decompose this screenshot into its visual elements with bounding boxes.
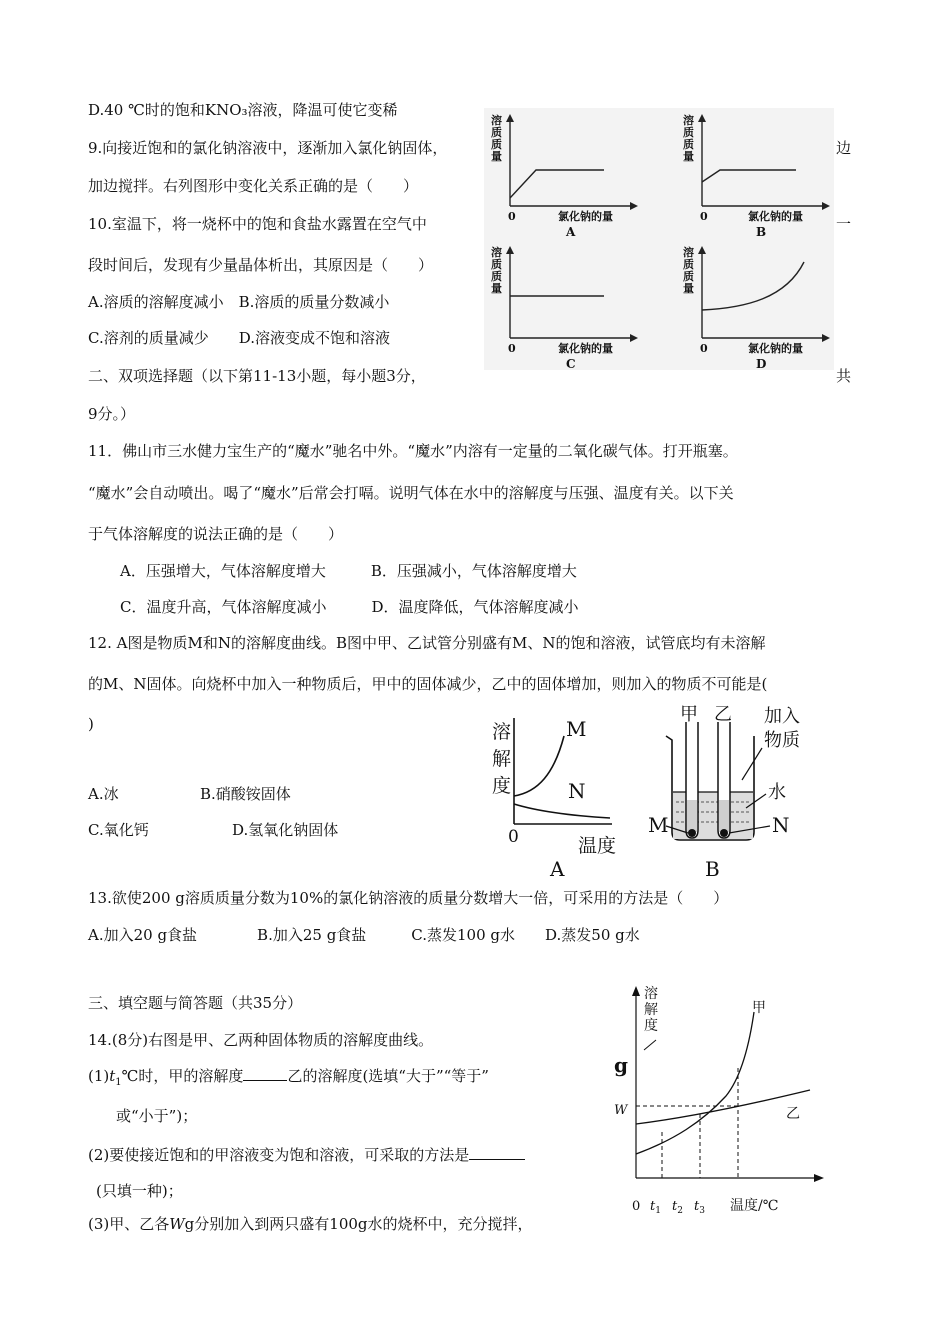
q9-xlabel-b: 氯化钠的量 <box>748 210 803 223</box>
question-12-line3: ) <box>88 715 94 733</box>
q9-ylabel-a: 溶质质量 <box>491 114 502 163</box>
question-12-line1: 12. A图是物质M和N的溶解度曲线。B图中甲、乙试管分别盛有M、N的饱和溶液，试管底均有未溶解 <box>88 634 766 652</box>
q9-origin-b: 0 <box>700 210 708 223</box>
q14-t2: $t_2$ <box>672 1199 683 1216</box>
question-9-line1-tail: 边 <box>836 139 852 157</box>
q12-label-a: A <box>550 857 565 880</box>
label-solid-m: M <box>648 813 669 837</box>
q9-label-a: A <box>566 225 576 239</box>
question-12-option-d: D.氢氧化钠固体 <box>232 821 339 839</box>
svg-text:溶质质量: 溶质质量 <box>683 246 694 295</box>
q9-label-c: C <box>566 357 576 370</box>
question-14-part3: (3)甲、乙各Wg分别加入到两只盛有100g水的烧杯中，充分搅拌， <box>88 1215 533 1233</box>
q9-label-d: D <box>756 357 767 370</box>
svg-text:溶质质量: 溶质质量 <box>491 246 502 295</box>
q14-unit: g <box>614 1053 628 1077</box>
curve-yi <box>636 1090 810 1124</box>
option-d-line: D.40 ℃时的饱和KNO₃溶液，降温可使它变稀 <box>88 101 398 119</box>
answer-blank-1[interactable] <box>243 1066 287 1081</box>
q14-origin: 0 <box>632 1199 641 1214</box>
q12-xlabel: 温度 <box>578 835 617 857</box>
question-14-part1-cont: 或“小于”)； <box>116 1107 198 1125</box>
q14-solubility-figure <box>604 980 830 1220</box>
question-12-option-a: A.冰 <box>88 785 119 803</box>
q14-w-label: W <box>614 1103 628 1118</box>
question-9-line2: 加边搅拌。右列图形中变化关系正确的是（ ） <box>88 177 419 195</box>
q14-t1: $t_1$ <box>650 1199 661 1216</box>
label-n: N <box>568 779 586 803</box>
q14-ylabel: 溶解度 <box>644 986 658 1034</box>
question-10-line2: 段时间后，发现有少量晶体析出，其原因是（ ） <box>88 256 434 274</box>
question-11-options-1: A．压强增大，气体溶解度增大 B．压强减小，气体溶解度增大 <box>120 562 577 580</box>
q9-origin-d: 0 <box>700 342 708 355</box>
q12-graph-a <box>492 717 616 880</box>
question-13-line1: 13.欲使200 g溶质质量分数为10%的氯化钠溶液的质量分数增大一倍，可采用的方法是（ ） <box>88 889 729 907</box>
answer-blank-2[interactable] <box>469 1145 525 1160</box>
q12-label-b: B <box>705 857 720 880</box>
question-10-line1-tail: 一 <box>836 215 852 233</box>
section-2-heading-cont: 9分。） <box>88 405 136 423</box>
question-11-options-2: C．温度升高，气体溶解度减小 D．温度降低，气体溶解度减小 <box>120 598 579 616</box>
question-11-line3: 于气体溶解度的说法正确的是（ ） <box>88 525 344 543</box>
q14-xlabel: 温度/℃ <box>730 1198 779 1214</box>
q14-series1-label: 甲 <box>752 1000 766 1016</box>
q9-xlabel-d: 氯化钠的量 <box>748 342 803 355</box>
question-10-line1: 10.室温下，将一烧杯中的饱和食盐水露置在空气中 <box>88 215 427 233</box>
label-yi: 乙 <box>714 704 732 725</box>
solid-n <box>720 829 728 837</box>
q9-origin-a: 0 <box>508 210 516 223</box>
section-2-heading: 二、双项选择题（以下第11-13小题，每小题3分， <box>88 367 426 385</box>
q9-graphs-figure <box>484 108 834 370</box>
q14-t3: $t_3$ <box>694 1199 705 1216</box>
label-water: 水 <box>768 782 786 803</box>
q12-ylabel: 溶解度 <box>492 721 512 797</box>
question-9-line1: 9.向接近饱和的氯化钠溶液中，逐渐加入氯化钠固体， <box>88 139 448 157</box>
q12-figure <box>480 700 840 880</box>
q14-series2-label: 乙 <box>786 1106 800 1122</box>
label-solid-n: N <box>772 813 790 837</box>
label-added: 加入物质 <box>764 706 800 751</box>
solid-m <box>688 829 696 837</box>
label-jia: 甲 <box>680 704 698 725</box>
question-12-option-c: C.氧化钙 <box>88 821 149 839</box>
question-10-options-2: C.溶剂的质量减少 D.溶液变成不饱和溶液 <box>88 329 390 347</box>
q9-xlabel-a: 氯化钠的量 <box>558 210 613 223</box>
question-14-part2-cont: (只填一种)； <box>96 1182 183 1200</box>
q9-xlabel-c: 氯化钠的量 <box>558 342 613 355</box>
curve-m <box>514 736 564 796</box>
q9-label-b: B <box>756 225 767 239</box>
q9-origin-c: 0 <box>508 342 516 355</box>
question-12-line2: 的M、N固体。向烧杯中加入一种物质后，甲中的固体减少，乙中的固体增加，则加入的物质不可能是( <box>88 675 768 693</box>
section-2-heading-tail: 共 <box>836 367 852 385</box>
question-12-option-b: B.硝酸铵固体 <box>200 785 291 803</box>
question-13-options: A.加入20 g食盐 B.加入25 g食盐 C.蒸发100 g水 D.蒸发50 g水 <box>88 926 640 944</box>
question-14-title: 14.(8分)右图是甲、乙两种固体物质的溶解度曲线。 <box>88 1031 434 1049</box>
question-11-line1: 11．佛山市三水健力宝生产的“魔水”驰名中外。“魔水”内溶有一定量的二氧化碳气体。打开瓶塞。 <box>88 442 738 460</box>
q12-origin: 0 <box>508 827 519 847</box>
question-11-line2: “魔水”会自动喷出。喝了“魔水”后常会打嗝。说明气体在水中的溶解度与压强、温度有关。以下关 <box>88 484 734 502</box>
question-14-part1: $(1)t_1℃$时，甲的溶解度 乙的溶解度(选填“大于”“等于” <box>88 1067 489 1088</box>
label-m: M <box>566 717 587 741</box>
question-14-part2: (2)要使接近饱和的甲溶液变为饱和溶液，可采取的方法是 <box>88 1145 525 1165</box>
svg-text:溶质质量: 溶质质量 <box>683 114 694 163</box>
question-10-options-1: A.溶质的溶解度减小 B.溶质的质量分数减小 <box>88 293 390 311</box>
q12-beaker-b <box>648 704 800 880</box>
curve-n <box>514 804 610 818</box>
section-3-heading: 三、填空题与简答题（共35分） <box>88 994 303 1012</box>
